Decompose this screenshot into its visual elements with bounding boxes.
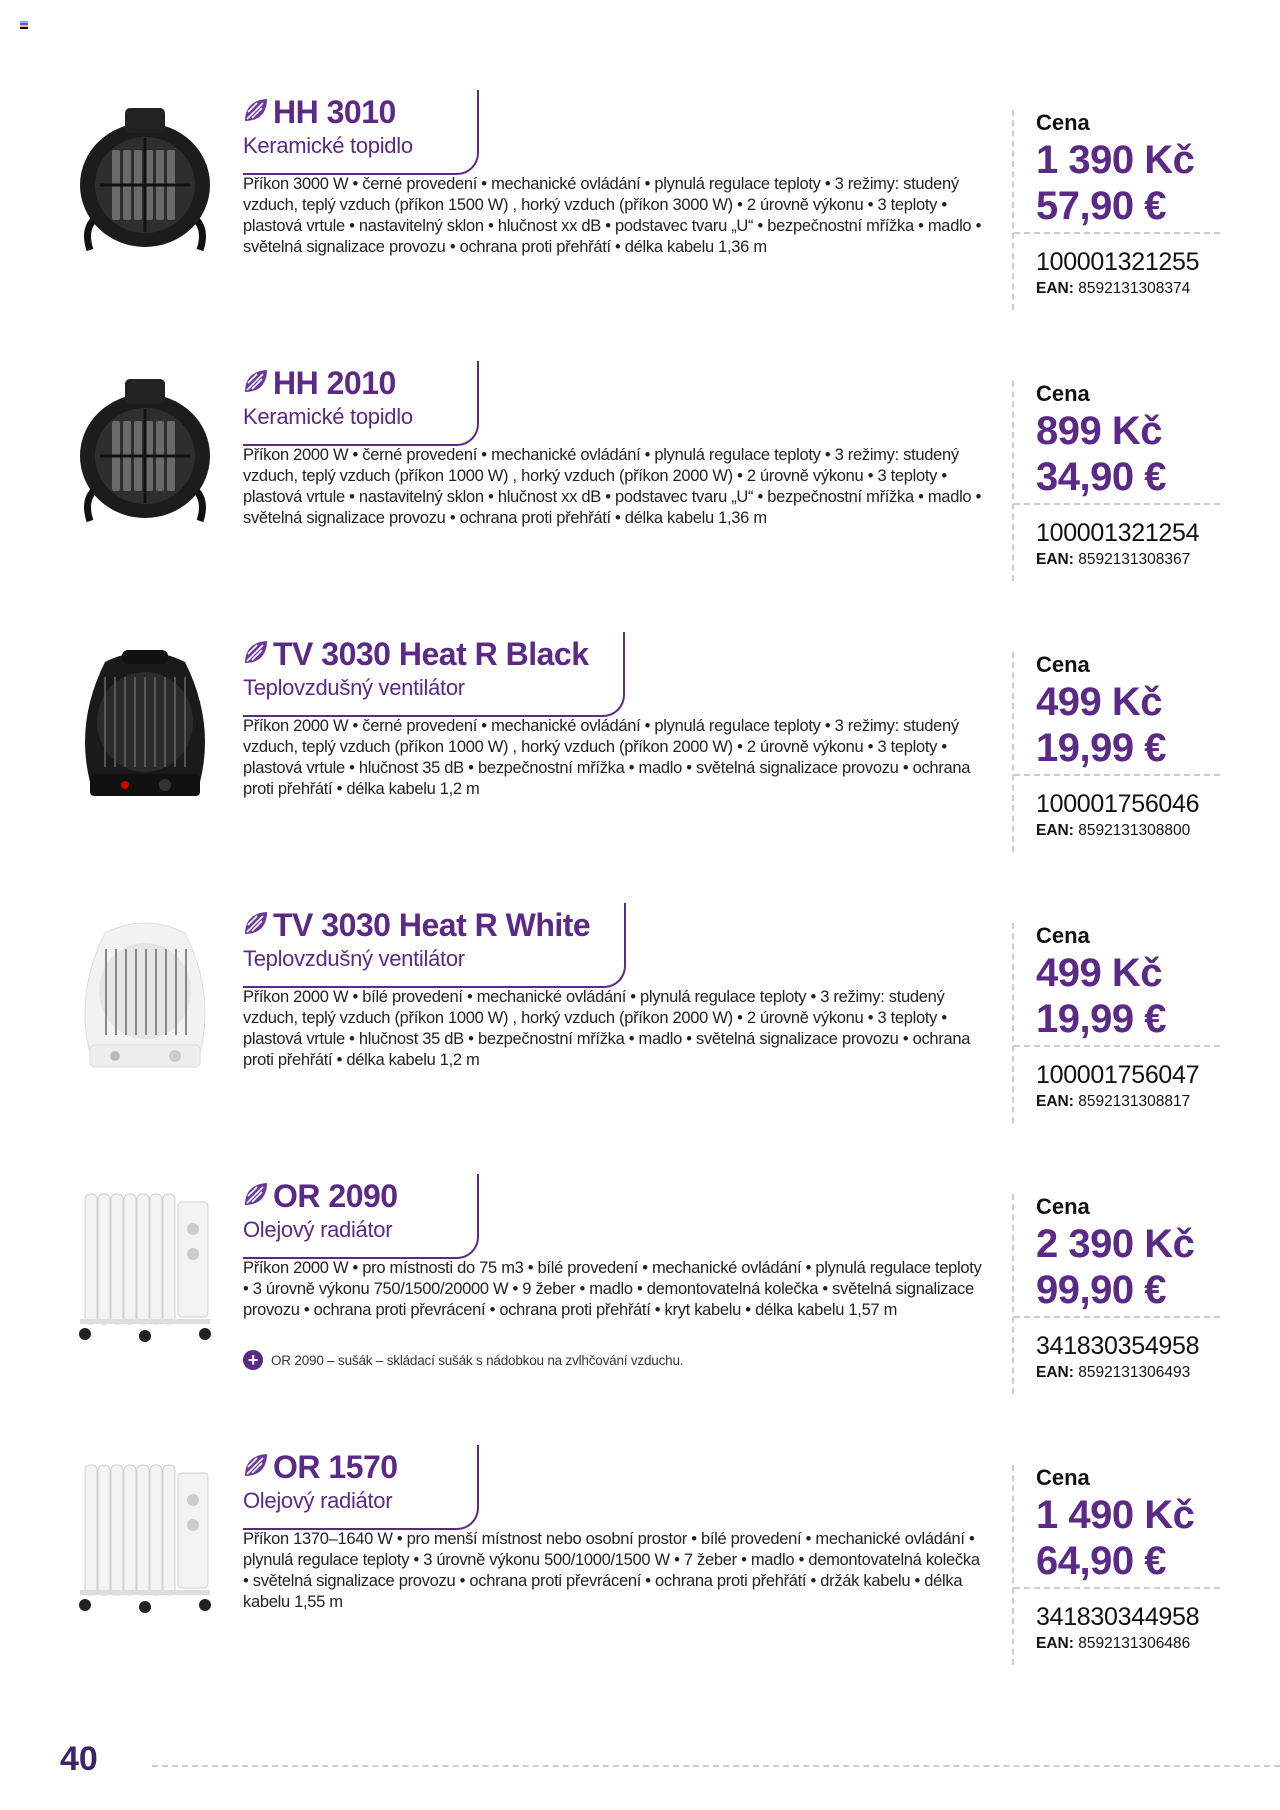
brand-leaf-icon: [243, 1178, 269, 1215]
product-model: HH 2010: [273, 365, 396, 401]
ean-label: EAN:: [1036, 1364, 1074, 1381]
product-header: [243, 90, 479, 175]
ean-value: 8592131306486: [1078, 1635, 1191, 1652]
product-header: [243, 1174, 479, 1259]
product-row: [0, 632, 1280, 892]
plus-icon: +: [243, 1350, 263, 1370]
price-label: Cena: [1036, 1194, 1090, 1219]
ean-line: [1036, 551, 1190, 569]
price-czk: 1 490 Kč: [1036, 1493, 1195, 1537]
product-model: OR 1570: [273, 1449, 398, 1485]
product-type: Keramické topidlo: [243, 404, 413, 429]
price-eur: 64,90 €: [1036, 1539, 1166, 1583]
ean-label: EAN:: [1036, 1635, 1074, 1652]
price-box: [1012, 652, 1220, 852]
ean-line: [1036, 1093, 1190, 1111]
fan-heater-white-icon: [70, 913, 220, 1073]
price-czk: 899 Kč: [1036, 409, 1162, 453]
product-model: HH 3010: [273, 94, 396, 130]
oil-radiator-icon: [70, 1455, 220, 1615]
ean-value: 8592131308367: [1078, 551, 1191, 568]
price-czk: 499 Kč: [1036, 951, 1162, 995]
brand-leaf-icon: [243, 636, 269, 673]
product-type: Keramické topidlo: [243, 133, 413, 158]
color-bar-icon: [20, 21, 28, 29]
ceramic-heater-black-icon: [70, 371, 220, 531]
product-type: Olejový radiátor: [243, 1488, 393, 1513]
ean-label: EAN:: [1036, 551, 1074, 568]
brand-leaf-icon: [243, 94, 269, 131]
price-divider: [1014, 1045, 1220, 1047]
product-model: TV 3030 Heat R Black: [273, 636, 589, 672]
product-description: Příkon 2000 W • pro místnosti do 75 m3 • bílé provedení • mechanické ovládání • plynulá regulace teploty • 3 úrovně výkonu 750/1500/20000 W • 9 žeber • madlo • demontovatelná kolečka • světelná signalizace provozu • ochrana proti převrácení • ochrana proti přehřátí • kryt kabelu • délka kabelu 1,57 m: [243, 1259, 982, 1319]
ean-value: 8592131306493: [1078, 1364, 1191, 1381]
product-code: 100001321255: [1036, 248, 1200, 276]
ceramic-heater-black-icon: [70, 100, 220, 260]
product-row: [0, 1174, 1280, 1434]
price-czk: 2 390 Kč: [1036, 1222, 1195, 1266]
product-type: Olejový radiátor: [243, 1217, 393, 1242]
product-type: Teplovzdušný ventilátor: [243, 946, 465, 971]
brand-leaf-icon: [243, 907, 269, 944]
product-row: [0, 1445, 1280, 1705]
price-divider: [1014, 232, 1220, 234]
brand-leaf-icon: [243, 1449, 269, 1486]
ean-label: EAN:: [1036, 822, 1074, 839]
ean-line: [1036, 822, 1190, 840]
ean-line: [1036, 1635, 1190, 1653]
ean-label: EAN:: [1036, 280, 1074, 297]
price-eur: 19,99 €: [1036, 997, 1166, 1041]
price-czk: 1 390 Kč: [1036, 138, 1195, 182]
product-header: [243, 903, 626, 988]
product-header: [243, 1445, 479, 1530]
product-description: Příkon 3000 W • černé provedení • mechanické ovládání • plynulá regulace teploty • 3 režimy: studený vzduch, teplý vzduch (příkon 1500 W) , horký vzduch (příkon 3000 W) • 2 úrovně výkonu • 3 teploty • plastová vrtule • nastavitelný sklon • hlučnost xx dB • podstavec tvaru „U“ • bezpečnostní mřížka • madlo • světelná signalizace provozu • ochrana proti přehřátí • délka kabelu 1,36 m: [243, 175, 982, 256]
price-eur: 57,90 €: [1036, 184, 1166, 228]
product-header: [243, 632, 625, 717]
price-eur: 19,99 €: [1036, 726, 1166, 770]
price-label: Cena: [1036, 1465, 1090, 1490]
price-label: Cena: [1036, 923, 1090, 948]
price-czk: 499 Kč: [1036, 680, 1162, 724]
fan-heater-black-icon: [70, 642, 220, 802]
product-model: TV 3030 Heat R White: [273, 907, 591, 943]
accessory-note: [243, 1350, 683, 1370]
price-label: Cena: [1036, 652, 1090, 677]
product-code: 100001756046: [1036, 790, 1200, 818]
price-box: [1012, 381, 1220, 581]
ean-value: 8592131308374: [1078, 280, 1191, 297]
product-row: [0, 903, 1280, 1163]
product-row: [0, 90, 1280, 350]
ean-label: EAN:: [1036, 1093, 1074, 1110]
product-description: Příkon 2000 W • bílé provedení • mechanické ovládání • plynulá regulace teploty • 3 režimy: studený vzduch, teplý vzduch (příkon 1000 W) , horký vzduch (příkon 2000 W) • 2 úrovně výkonu • 3 teploty • plastová vrtule • hlučnost 35 dB • bezpečnostní mřížka • madlo • světelná signalizace provozu • ochrana proti přehřátí • délka kabelu 1,2 m: [243, 988, 971, 1069]
brand-leaf-icon: [243, 365, 269, 402]
page-number: 40: [60, 1740, 98, 1778]
ean-line: [1036, 280, 1190, 298]
accessory-note-text: OR 2090 – sušák – skládací sušák s nádobkou na zvlhčování vzduchu.: [271, 1352, 684, 1368]
price-label: Cena: [1036, 381, 1090, 406]
product-type: Teplovzdušný ventilátor: [243, 675, 465, 700]
product-code: 341830344958: [1036, 1603, 1200, 1631]
price-eur: 99,90 €: [1036, 1268, 1166, 1312]
product-code: 100001321254: [1036, 519, 1200, 547]
product-code: 100001756047: [1036, 1061, 1200, 1089]
price-divider: [1014, 1587, 1220, 1589]
price-box: [1012, 1465, 1220, 1665]
price-box: [1012, 1194, 1220, 1394]
price-divider: [1014, 503, 1220, 505]
product-row: [0, 361, 1280, 621]
ean-value: 8592131308800: [1078, 822, 1191, 839]
product-code: 341830354958: [1036, 1332, 1200, 1360]
ean-line: [1036, 1364, 1190, 1382]
price-divider: [1014, 774, 1220, 776]
price-box: [1012, 110, 1220, 310]
product-description: Příkon 2000 W • černé provedení • mechanické ovládání • plynulá regulace teploty • 3 režimy: studený vzduch, teplý vzduch (příkon 1000 W) , horký vzduch (příkon 2000 W) • 2 úrovně výkonu • 3 teploty • plastová vrtule • nastavitelný sklon • hlučnost xx dB • podstavec tvaru „U“ • bezpečnostní mřížka • madlo • světelná signalizace provozu • ochrana proti přehřátí • délka kabelu 1,36 m: [243, 446, 982, 527]
footer-divider: [152, 1765, 1280, 1767]
price-box: [1012, 923, 1220, 1123]
price-label: Cena: [1036, 110, 1090, 135]
product-description: Příkon 1370–1640 W • pro menší místnost nebo osobní prostor • bílé provedení • mechanické ovládání • plynulá regulace teploty • 3 úrovně výkonu 500/1000/1500 W • 7 žeber • madlo • demontovatelná kolečka • světelná signalizace provozu • ochrana proti převrácení • ochrana proti přehřátí • držák kabelu • délka kabelu 1,55 m: [243, 1530, 980, 1611]
product-header: [243, 361, 479, 446]
oil-radiator-icon: [70, 1184, 220, 1344]
price-eur: 34,90 €: [1036, 455, 1166, 499]
product-description: Příkon 2000 W • černé provedení • mechanické ovládání • plynulá regulace teploty • 3 režimy: studený vzduch, teplý vzduch (příkon 1000 W) , horký vzduch (příkon 2000 W) • 2 úrovně výkonu • 3 teploty • plastová vrtule • hlučnost 35 dB • bezpečnostní mřížka • madlo • světelná signalizace provozu • ochrana proti přehřátí • délka kabelu 1,2 m: [243, 717, 971, 798]
price-divider: [1014, 1316, 1220, 1318]
product-model: OR 2090: [273, 1178, 398, 1214]
ean-value: 8592131308817: [1078, 1093, 1191, 1110]
